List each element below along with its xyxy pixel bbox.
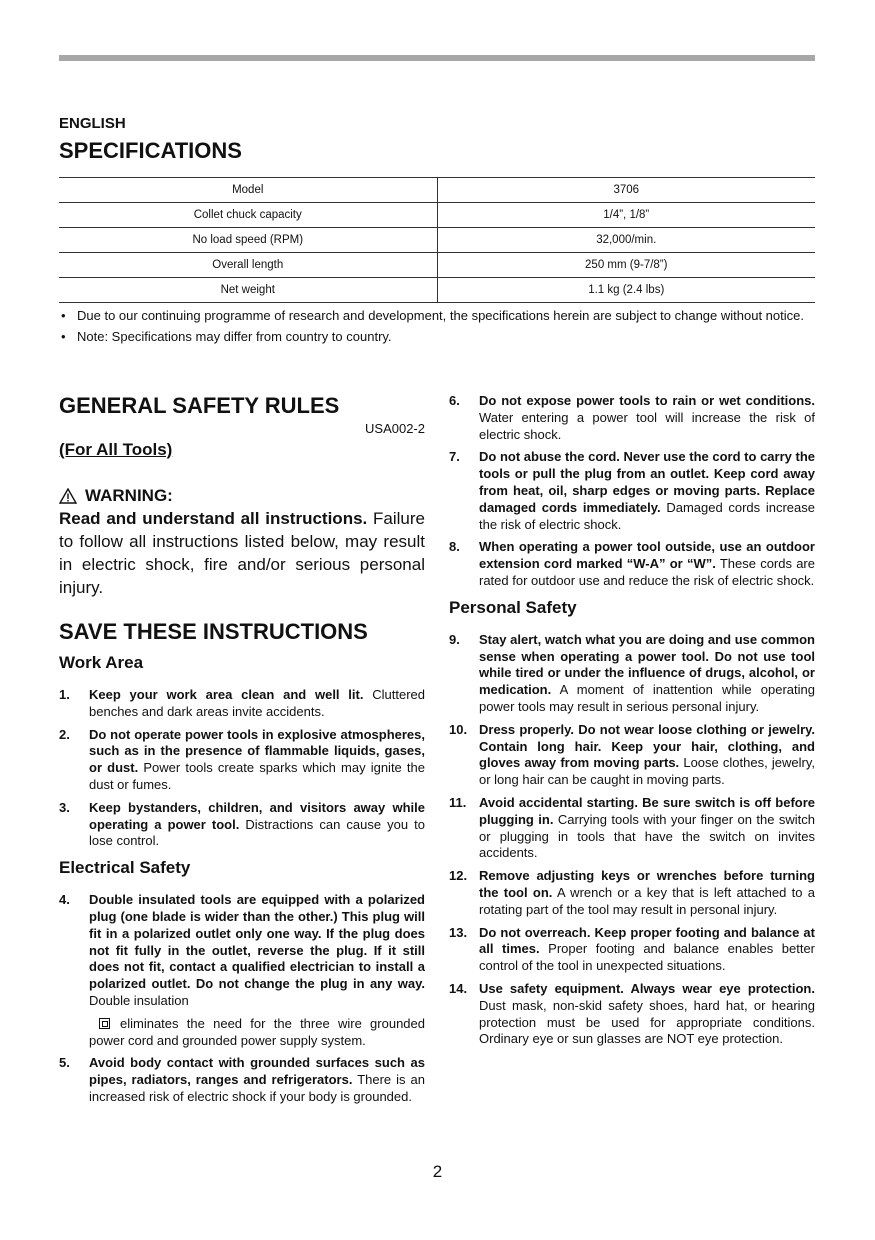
- list-item: [59, 727, 425, 794]
- rule-number: 13.: [449, 924, 468, 940]
- list-item: [59, 892, 425, 1049]
- language-label: ENGLISH: [59, 115, 126, 132]
- rules-list: [449, 632, 815, 1048]
- rules-list: [59, 687, 425, 850]
- safety-title: GENERAL SAFETY RULES: [59, 393, 340, 418]
- rule-text: A moment of inattention while operating power tools may result in serious personal injury.: [479, 682, 815, 714]
- rule-text: Water entering a power tool will increase the risk of electric shock.: [479, 409, 815, 442]
- spec-label: Net weight: [59, 278, 437, 303]
- rule-number: 8.: [449, 539, 460, 555]
- rule-text: There is an increased risk of electric shock if your body is grounded.: [89, 1072, 425, 1104]
- rule-number: 12.: [449, 868, 468, 884]
- rule-text: Proper footing and balance enables better control of the tool in unexpected situations.: [479, 941, 816, 974]
- rule-text: Loose clothes, jewelry, or long hair can be caught in moving parts.: [479, 755, 815, 788]
- list-item: [449, 539, 815, 589]
- note-item: • Note: Specifications may differ from country to country.: [59, 328, 815, 345]
- list-item: [449, 925, 815, 975]
- rule-bold: Dress properly. Do not wear loose clothing or jewelry. Contain long hair. Keep your hair, clothing, and gloves away from moving parts.: [479, 721, 815, 771]
- rule-number: 9.: [449, 631, 460, 647]
- rule-text-continued: eliminates the need for the three wire grounded power cord and grounded power supply system.: [89, 1015, 425, 1048]
- table-row: [59, 253, 815, 278]
- rule-bold: Keep bystanders, children, and visitors away while operating a power tool.: [89, 799, 425, 832]
- rule-bold: Double insulated tools are equipped with a polarized plug (one blade is wider than the other.) This plug will fit in a polarized outlet only one way. If the plug does not fit fully in the outlet, reverse the plug. If it still does not fit, contact a qualified electrician to install a polarized outlet. Do not change the plug in any way.: [89, 892, 425, 992]
- spec-value: 3706: [437, 178, 815, 203]
- rule-bold: When operating a power tool outside, use an outdoor extension cord marked “W-A” or “W”.: [479, 539, 815, 572]
- rule-bold: Use safety equipment. Always wear eye protection.: [479, 980, 815, 996]
- rule-number: 11.: [449, 794, 467, 810]
- table-row: [59, 178, 815, 203]
- section-electrical-safety: Electrical Safety: [59, 858, 191, 878]
- list-item: [449, 393, 815, 443]
- warning-triangle-icon: [59, 488, 77, 504]
- list-item: [449, 795, 815, 862]
- rule-text: Distractions can cause you to lose control.: [89, 816, 425, 849]
- rule-text: Power tools create sparks which may ignite the dust or fumes.: [89, 760, 425, 792]
- rule-number: 3.: [59, 799, 70, 815]
- list-item: [59, 687, 425, 721]
- rule-text: A wrench or a key that is left attached to a rotating part of the tool may result in personal injury.: [479, 884, 815, 917]
- rule-text: Dust mask, non-skid safety shoes, hard hat, or hearing protection must be used for appropriate conditions. Ordinary eye or sun glasses are NOT eye protection.: [479, 997, 815, 1047]
- specifications-title: SPECIFICATIONS: [59, 138, 242, 163]
- right-column: [449, 393, 815, 1054]
- spec-label: Model: [59, 178, 437, 203]
- rule-bold: Avoid body contact with grounded surfaces such as pipes, radiators, ranges and refrigerators.: [89, 1055, 425, 1088]
- spec-value: 250 mm (9-7/8”): [437, 253, 815, 278]
- table-row: [59, 203, 815, 228]
- rule-text: These cords are rated for outdoor use and reduce the risk of electric shock.: [479, 556, 815, 588]
- rules-list: [59, 892, 425, 1106]
- spec-notes: [59, 307, 815, 349]
- warning-bold-text: Read and understand all instructions.: [59, 509, 368, 528]
- rule-text: Carrying tools with your finger on the switch or plugging in tools that have the switch on invites accidents.: [479, 811, 815, 861]
- list-item: [449, 868, 815, 918]
- table-row: [59, 228, 815, 253]
- list-item: [449, 981, 815, 1048]
- rule-number: 6.: [449, 393, 460, 408]
- list-item: [449, 722, 815, 789]
- rule-text: Double insulation: [89, 992, 189, 1008]
- top-rule: [59, 55, 815, 61]
- document-code: USA002-2: [365, 421, 425, 436]
- rule-continuation: [89, 1016, 425, 1050]
- list-item: [449, 632, 815, 716]
- rule-number: 2.: [59, 726, 70, 742]
- rule-number: 5.: [59, 1055, 70, 1071]
- spec-label: Collet chuck capacity: [59, 203, 437, 228]
- warning-heading: [59, 486, 425, 506]
- spec-value: 32,000/min.: [437, 228, 815, 253]
- spec-label: No load speed (RPM): [59, 228, 437, 253]
- section-personal-safety: Personal Safety: [449, 597, 577, 617]
- rule-bold: Do not expose power tools to rain or wet conditions.: [479, 393, 815, 408]
- spec-label: Overall length: [59, 253, 437, 278]
- rule-number: 1.: [59, 687, 70, 702]
- list-item: [59, 800, 425, 850]
- double-insulation-icon: [99, 1018, 110, 1029]
- table-row: [59, 278, 815, 303]
- rule-number: 14.: [449, 980, 468, 996]
- save-instructions-heading: SAVE THESE INSTRUCTIONS: [59, 619, 368, 644]
- warning-label: WARNING:: [85, 486, 173, 505]
- rule-text: Damaged cords increase the risk of electric shock.: [479, 499, 815, 532]
- rule-bold: Do not overreach. Keep proper footing and balance at all times.: [479, 924, 815, 957]
- rule-bold: Keep your work area clean and well lit.: [89, 687, 364, 702]
- list-item: [59, 1055, 425, 1105]
- note-item: • Due to our continuing programme of research and development, the specifications herein are subject to change without notice.: [59, 307, 815, 324]
- rules-list: [449, 393, 815, 590]
- spec-value: 1/4”, 1/8”: [437, 203, 815, 228]
- list-item: [449, 449, 815, 533]
- rule-number: 4.: [59, 892, 70, 908]
- page-number: 2: [432, 1162, 443, 1181]
- rule-bold: Remove adjusting keys or wrenches before turning the tool on.: [479, 868, 815, 900]
- specifications-table: [59, 177, 815, 303]
- rule-bold: Stay alert, watch what you are doing and use common sense when operating a power tool. Do not use tool while tired or under the influence of drugs, alcohol, or medication.: [479, 631, 815, 698]
- rule-bold: Avoid accidental starting. Be sure switch is off before plugging in.: [479, 794, 815, 827]
- rule-number: 10.: [449, 721, 468, 737]
- spec-value: 1.1 kg (2.4 lbs): [437, 278, 815, 303]
- warning-body-text: Failure to follow all instructions listed below, may result in electric shock, fire and/or serious personal injury.: [59, 509, 425, 597]
- rule-bold: Do not operate power tools in explosive atmospheres, such as in the presence of flammable liquids, gases, or dust.: [89, 726, 425, 776]
- warning-text: [59, 507, 425, 599]
- rule-text: Cluttered benches and dark areas invite accidents.: [89, 687, 425, 719]
- scope-heading: (For All Tools): [59, 440, 173, 459]
- section-work-area: Work Area: [59, 653, 144, 672]
- left-column: [59, 393, 425, 1112]
- rule-number: 7.: [449, 449, 460, 465]
- rule-bold: Do not abuse the cord. Never use the cord to carry the tools or pull the plug from an outlet. Keep cord away from heat, oil, sharp edges or moving parts. Replace damaged cords immediately.: [479, 449, 815, 515]
